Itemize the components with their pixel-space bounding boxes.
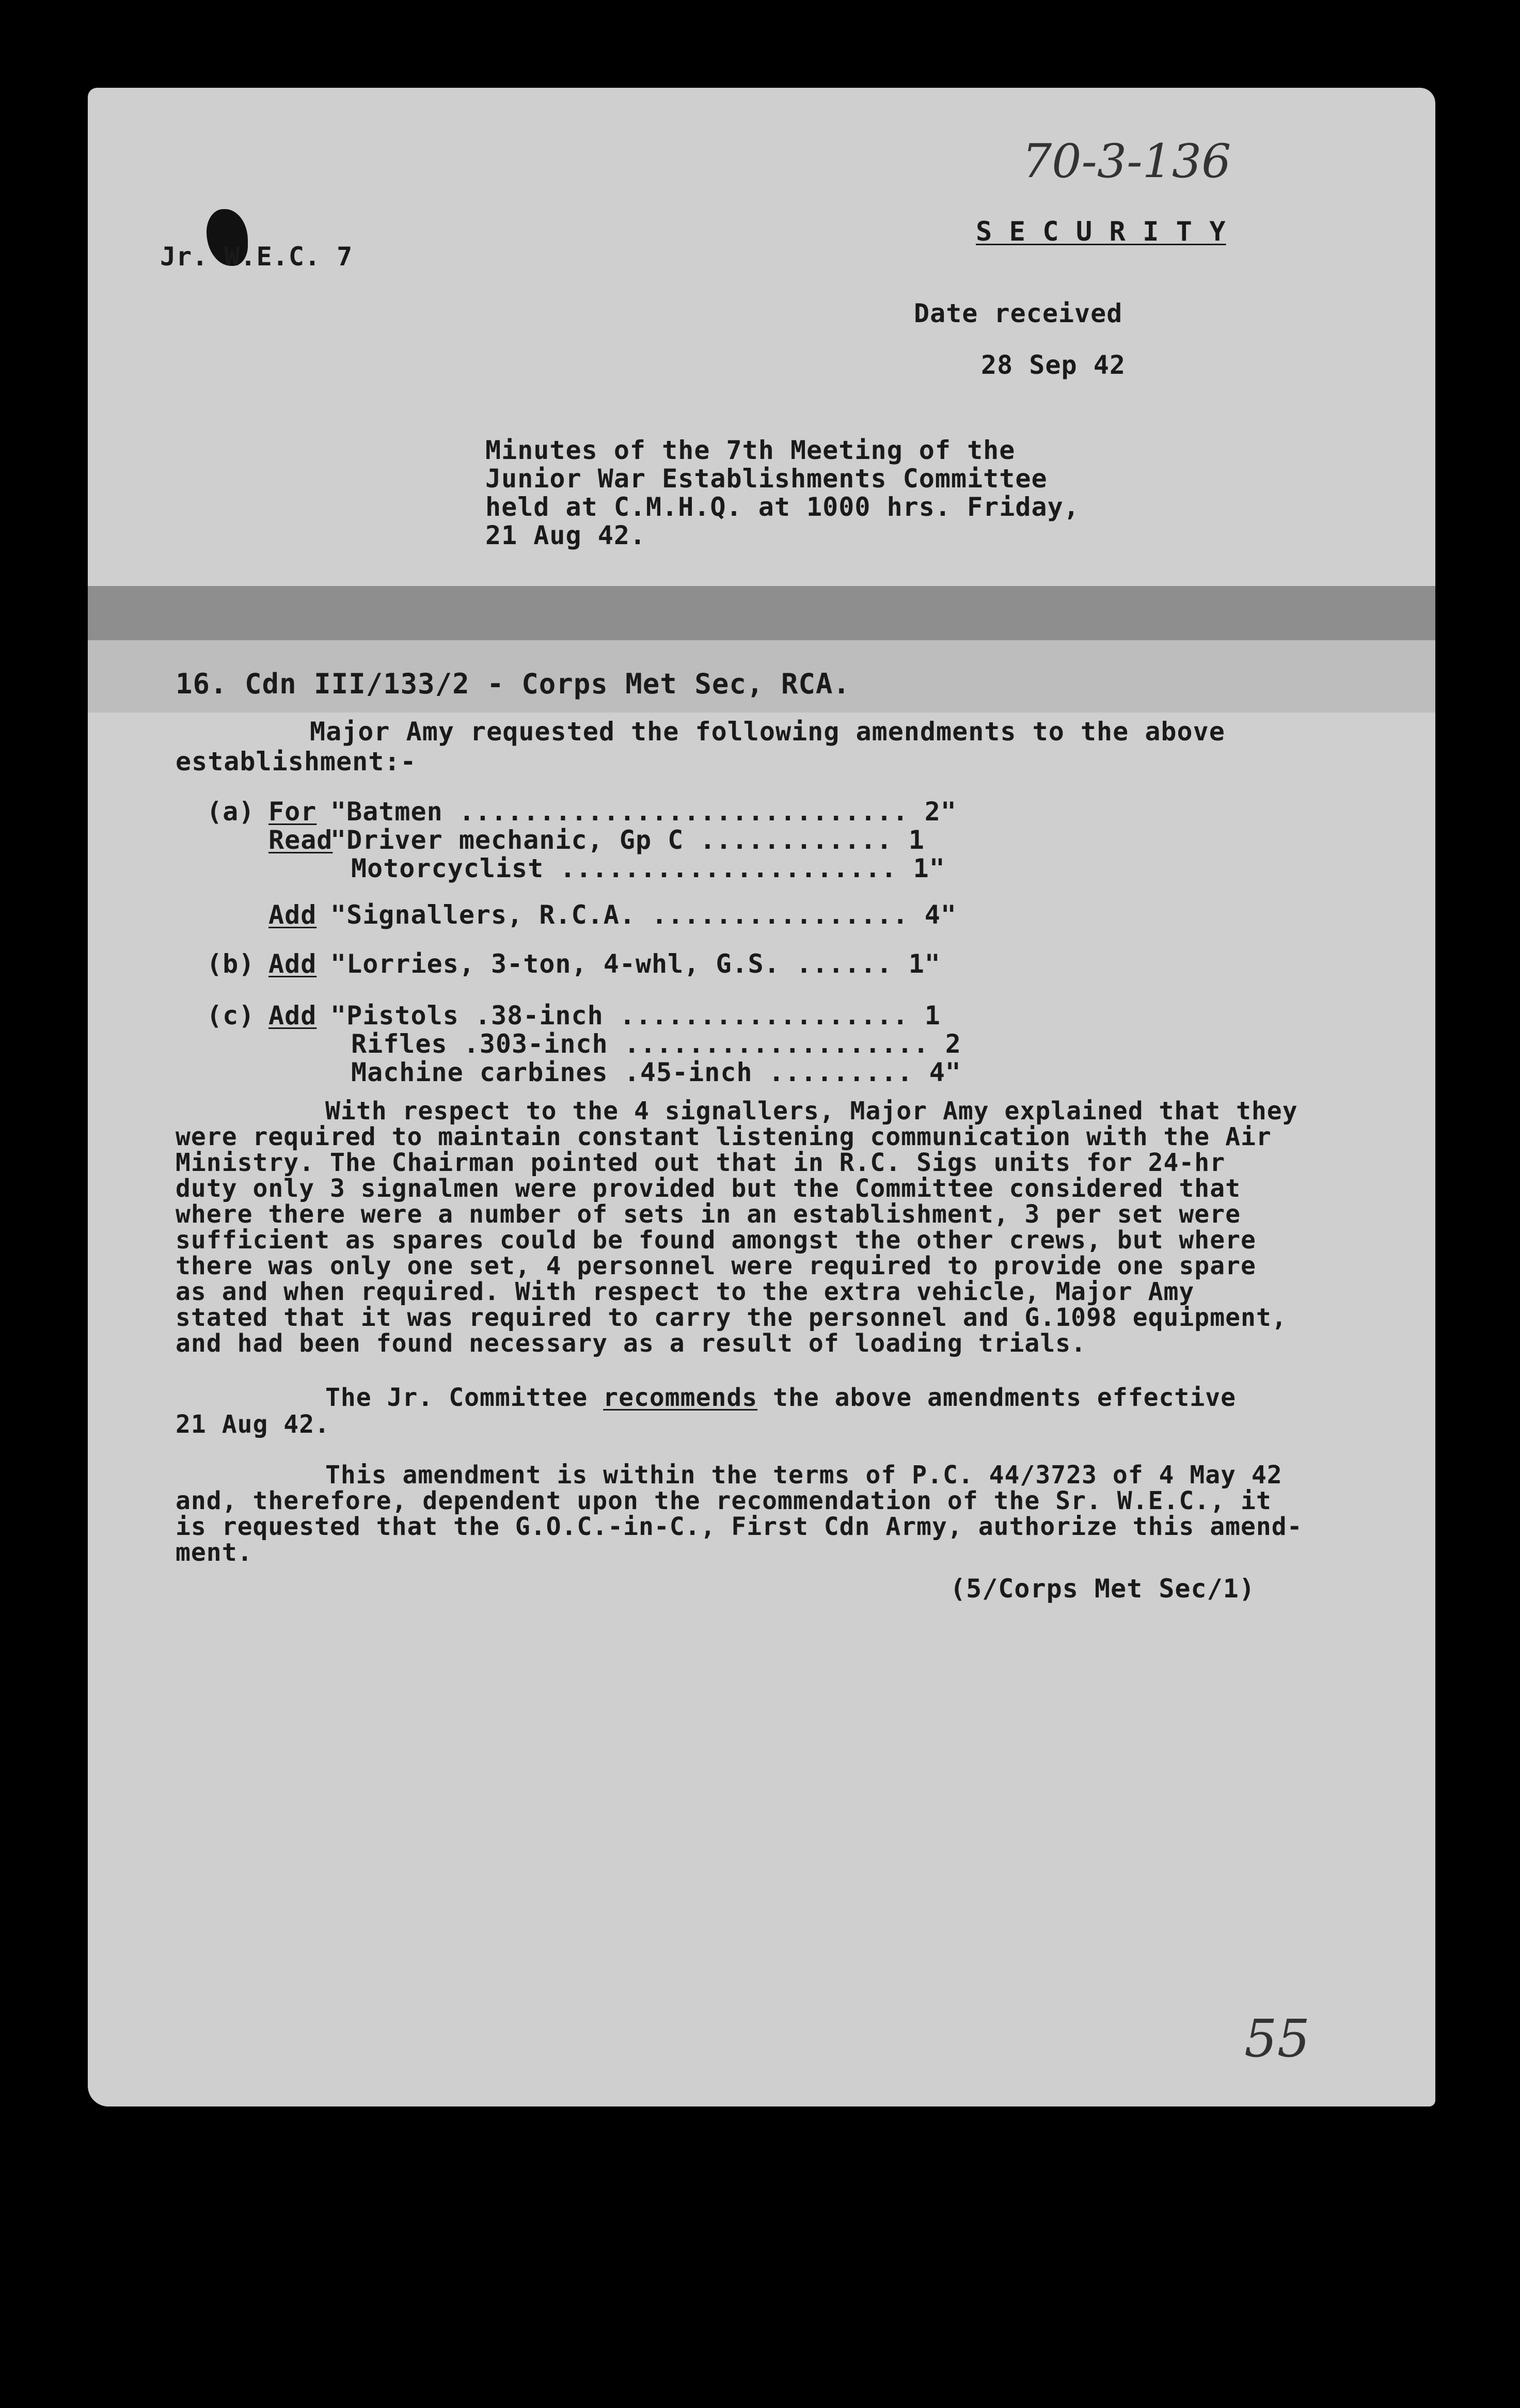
amendment-line: "Pistols .38-inch .................. 1 (330, 1001, 941, 1031)
handwritten-page-number: 55 (1244, 2008, 1310, 2069)
paragraph-line: With respect to the 4 signallers, Major Amy explained that they (325, 1097, 1298, 1126)
amendment-line: Motorcyclist ..................... 1" (351, 853, 945, 883)
paragraph-line: and, therefore, dependent upon the recommendation of the Sr. W.E.C., it (176, 1486, 1272, 1515)
amendment-line: "Lorries, 3-ton, 4-whl, G.S. ...... 1" (330, 949, 941, 979)
handwritten-reference: 70-3-136 (1022, 134, 1231, 188)
amendment-line: Machine carbines .45-inch ......... 4" (351, 1057, 961, 1087)
item-heading: 16. Cdn III/133/2 - Corps Met Sec, RCA. (176, 668, 850, 700)
paragraph-line: where there were a number of sets in an establishment, 3 per set were (176, 1200, 1241, 1229)
amendment-a-label: (a) (207, 797, 255, 827)
minutes-title-line: Minutes of the 7th Meeting of the (485, 435, 1016, 465)
paragraph-line: is requested that the G.O.C.-in-C., First Cdn Army, authorize this amend- (176, 1512, 1303, 1541)
amendment-b-label: (b) (207, 949, 255, 979)
intro-line: establishment:- (176, 747, 417, 777)
paragraph-line: This amendment is within the terms of P.C. 44/3723 of 4 May 42 (325, 1461, 1282, 1490)
document-reference: Jr. W.E.C. 7 (160, 242, 353, 272)
security-stamp: S E C U R I T Y (976, 216, 1226, 247)
recommendation-line (325, 1384, 1236, 1412)
recommendation-line: 21 Aug 42. (176, 1410, 330, 1439)
date-received-value: 28 Sep 42 (981, 350, 1126, 380)
intro-line: Major Amy requested the following amendments to the above (310, 717, 1225, 747)
add-word: Add (268, 949, 317, 979)
for-word: For (268, 797, 317, 827)
paragraph-line: as and when required. With respect to the extra vehicle, Major Amy (176, 1277, 1195, 1306)
minutes-title-line: held at C.M.H.Q. at 1000 hrs. Friday, (485, 492, 1080, 522)
minutes-title-line: Junior War Establishments Committee (485, 464, 1048, 494)
paragraph-line: stated that it was required to carry the personnel and G.1098 equipment, (176, 1303, 1287, 1332)
date-received-label: Date received (914, 298, 1123, 328)
recommendation-text: The Jr. Committee (325, 1383, 604, 1412)
add-word: Add (268, 1001, 317, 1031)
paragraph-line: there was only one set, 4 personnel were required to provide one spare (176, 1251, 1256, 1280)
paragraph-line: and had been found necessary as a result of loading trials. (176, 1329, 1087, 1358)
amendment-line: Rifles .303-inch ................... 2 (351, 1029, 961, 1059)
read-word: Read (268, 825, 333, 855)
amendment-line: "Batmen ............................ 2" (330, 797, 957, 827)
paragraph-line: sufficient as spares could be found amongst the other crews, but where (176, 1226, 1256, 1255)
add-word: Add (268, 900, 317, 930)
amendment-line: "Signallers, R.C.A. ................ 4" (330, 900, 957, 930)
paragraph-line: duty only 3 signalmen were provided but the Committee considered that (176, 1174, 1241, 1203)
amendment-c-label: (c) (207, 1001, 255, 1031)
file-reference: (5/Corps Met Sec/1) (950, 1574, 1255, 1604)
recommends-word: recommends (603, 1383, 758, 1412)
document-page (88, 88, 1435, 2106)
amendment-line: "Driver mechanic, Gp C ............ 1 (330, 825, 925, 855)
paragraph-line: were required to maintain constant listening communication with the Air (176, 1122, 1272, 1151)
paragraph-line: Ministry. The Chairman pointed out that in R.C. Sigs units for 24-hr (176, 1148, 1226, 1177)
recommendation-text: the above amendments effective (757, 1383, 1237, 1412)
minutes-title-line: 21 Aug 42. (485, 520, 646, 550)
paragraph-line: ment. (176, 1538, 253, 1567)
